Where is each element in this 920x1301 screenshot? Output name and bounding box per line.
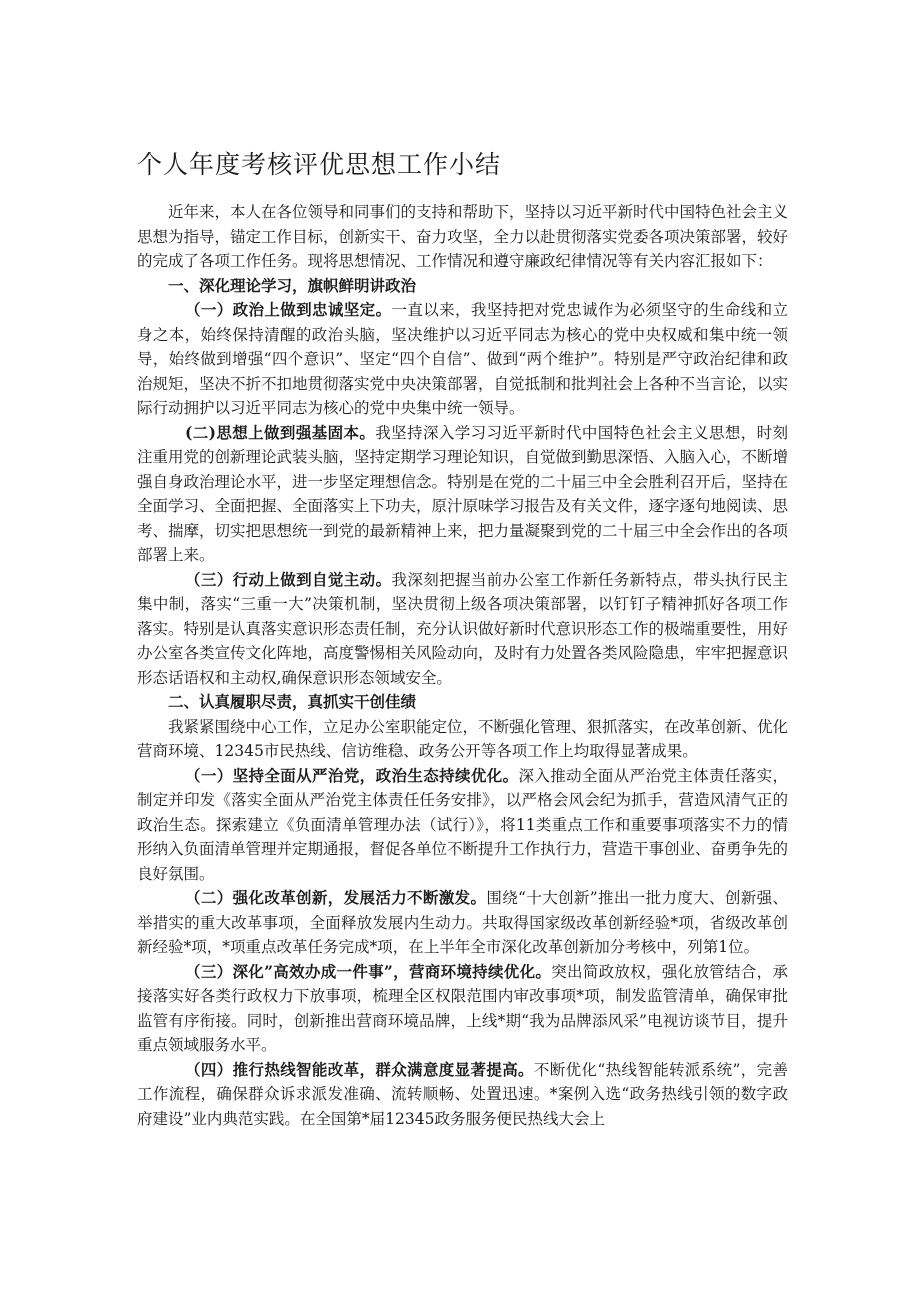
section-1-item-3: [137, 568, 788, 691]
item-body: 不断优化“热线智能转派系统”，完善工作流程，确保群众诉求派发准确、流转顺畅、处置迅速。*案例入选“政务热线引领的数字政府建设”业内典范实践。在全国第*届12345政务服务便民热线大会上: [137, 1060, 788, 1128]
section-2-item-2: [137, 886, 788, 960]
item-body: 突出简政放权，强化放管结合，承接落实好各类行政权力下放事项，梳理全区权限范围内审改事项*项，制发监管清单，确保审批监管有序衔接。同时，创新推出营商环境品牌，上线*期“我为品牌添风采”电视访谈节目，提升重点领域服务水平。: [137, 962, 788, 1054]
item-lead: （一）政治上做到忠诚坚定。: [185, 300, 392, 319]
item-body: 一直以来，我坚持把对党忠诚作为必须坚守的生命线和立身之本，始终保持清醒的政治头脑，坚决维护以习近平同志为核心的党中央权威和集中统一领导，始终做到增强“四个意识”、坚定“四个自信”、做到“两个维护”。特别是严守政治纪律和政治规矩，坚决不折不扣地贯彻落实党中央决策部署，自觉抵制和批判社会上各种不当言论，以实际行动拥护以习近平同志为核心的党中央集中统一领导。: [137, 301, 789, 417]
item-body: 我坚持深入学习习近平新时代中国特色社会主义思想，时刻注重用党的创新理论武装头脑，坚持定期学习理论知识，自觉做到勤思深悟、入脑入心，不断增强自身政治理论水平，进一步坚定理想信念。特别是在党的二十届三中全会胜利召开后，坚持在全面学习、全面把握、全面落实上下功夫，原汁原味学习报告及有关文件，逐字逐句地阅读、思考、揣摩，切实把思想统一到党的最新精神上来，把力量凝聚到党的二十届三中全会作出的各项部署上来。: [137, 423, 789, 564]
section-1-item-2: [137, 421, 788, 568]
section-2-heading: 二、认真履职尽责，真抓实干创佳绩: [168, 692, 417, 711]
section-2-item-3: [137, 960, 788, 1058]
item-body: 我深刻把握当前办公室工作新任务新特点，带头执行民主集中制，落实“三重一大”决策机制，坚决贯彻上级各项决策部署，以钉钉子精神抓好各项工作落实。特别是认真落实意识形态责任制，充分认识做好新时代意识形态工作的极端重要性，用好办公室各类宣传文化阵地，高度警惕相关风险动向，及时有力处置各类风险隐患，牢牢把握意识形态话语权和主动权,确保意识形态领域安全。: [137, 570, 789, 687]
item-body: 围绕“十大创新”推出一批力度大、创新强、举措实的重大改革事项，全面释放发展内生动力。共取得国家级改革创新经验*项，省级改革创新经验*项，*项重点改革任务完成*项，在上半年全市深化改革创新加分考核中，列第1位。: [137, 889, 788, 956]
section-1-item-1: [137, 298, 788, 421]
item-lead: （二）强化改革创新，发展活力不断激发。: [185, 888, 487, 907]
section-2-item-1: [137, 764, 788, 887]
item-lead: (二)思想上做到强基固本。: [185, 422, 376, 442]
intro-paragraph: 近年来，本人在各位领导和同事们的支持和帮助下，坚持以习近平新时代中国特色社会主义思想为指导，锚定工作目标，创新实干、奋力攻坚，全力以赴贯彻落实党委各项决策部署，较好的完成了各项工作任务。现将思想情况、工作情况和遵守廉政纪律情况等有关内容汇报如下：: [137, 203, 789, 270]
item-lead: （三）深化”高效办成一件事”，营商环境持续优化。: [185, 961, 552, 981]
section-2-intro: 我紧紧围绕中心工作，立足办公室职能定位，不断强化管理、狠抓落实，在改革创新、优化营商环境、12345市民热线、信访维稳、政务公开等各项工作上均取得显著成果。: [137, 717, 789, 760]
document-title: 个人年度考核评优思想工作小结: [137, 150, 502, 179]
section-1-heading: 一、深化理论学习，旗帜鲜明讲政治: [168, 275, 417, 295]
item-body: 深入推动全面从严治党主体责任落实，制定并印发《落实全面从严治党主体责任任务安排》，以严格会风会纪为抓手，营造风清气正的政治生态。探索建立《负面清单管理办法（试行）》，将11类重点工作和重要事项落实不力的情形纳入负面清单管理并定期通报，督促各单位不断提升工作执行力，营造干事创业、奋勇争先的良好氛围。: [137, 766, 789, 883]
document-page: [137, 0, 788, 1131]
item-lead: （三）行动上做到自觉主动。: [185, 569, 392, 589]
item-lead: （四）推行热线智能改革，群众满意度显著提高。: [185, 1059, 534, 1079]
item-lead: （一）坚持全面从严治党，政治生态持续优化。: [185, 765, 519, 785]
section-2-item-4: [137, 1058, 788, 1132]
